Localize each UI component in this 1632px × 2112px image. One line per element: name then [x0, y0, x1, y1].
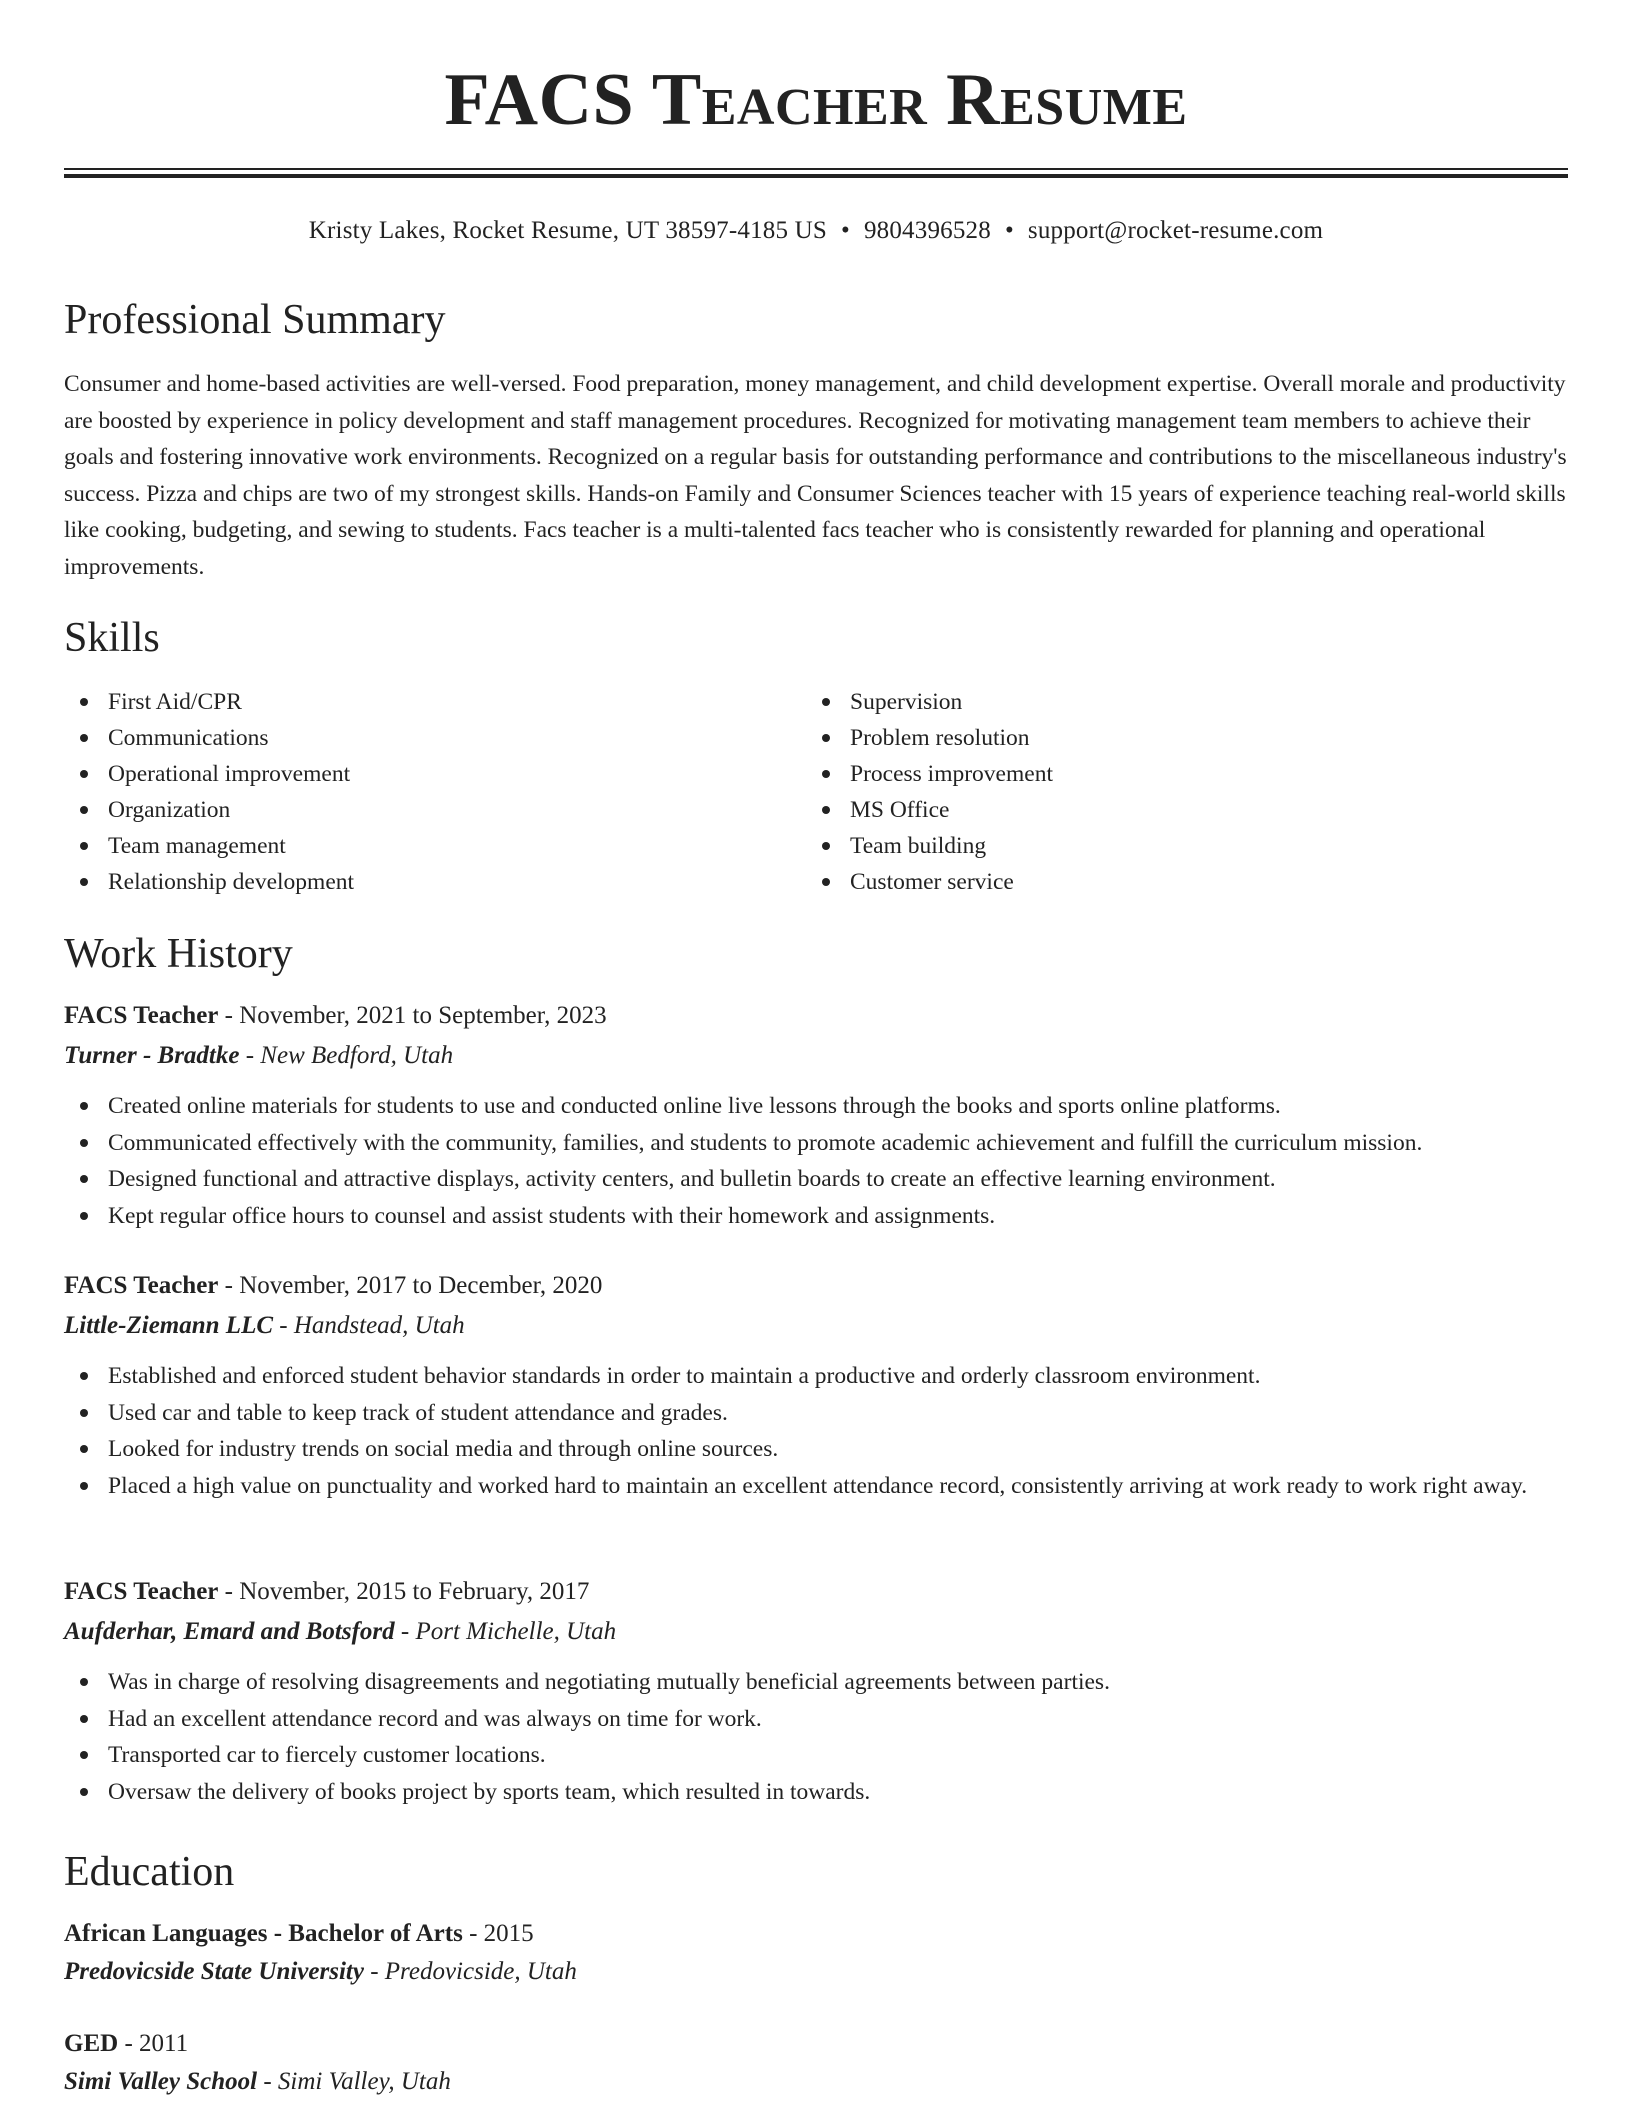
job-duty-item: Created online materials for students to use and conducted online live lessons through the books and sports online platforms.: [64, 1088, 1568, 1125]
education-year: - 2015: [462, 1920, 534, 1947]
contact-email: support@rocket-resume.com: [1027, 217, 1324, 244]
job-company-line: [64, 1038, 1568, 1074]
job-duty-item: Designed functional and attractive displays, activity centers, and bulletin boards to create an effective learning environment.: [64, 1161, 1568, 1198]
skills-list: [64, 684, 1568, 900]
skill-item: Customer service: [806, 864, 1548, 900]
job-title: FACS Teacher: [64, 1578, 219, 1605]
job-duties: [64, 1088, 1568, 1234]
job-company-line: [64, 1308, 1568, 1344]
skills-column-left: [64, 684, 806, 900]
contact-separator: •: [1004, 217, 1014, 244]
job-title-line: [64, 1268, 1568, 1304]
education-school: Simi Valley School: [64, 2068, 258, 2095]
job-duty-item: Established and enforced student behavior standards in order to maintain a productive and orderly classroom environment.: [64, 1358, 1568, 1395]
skill-item: First Aid/CPR: [64, 684, 806, 720]
section-heading-skills: Skills: [64, 615, 160, 661]
job-company-line: [64, 1614, 1568, 1650]
skill-item: Team management: [64, 828, 806, 864]
education-degree: GED: [64, 2030, 119, 2057]
section-heading-education: Education: [64, 1849, 235, 1895]
skills-column-right: [806, 684, 1548, 900]
job-title-line: [64, 1574, 1568, 1610]
job-title: FACS Teacher: [64, 1272, 219, 1299]
skill-item: Organization: [64, 792, 806, 828]
job-duty-item: Used car and table to keep track of student attendance and grades.: [64, 1395, 1568, 1432]
job-duties: [64, 1664, 1568, 1810]
resume-title: FACS Teacher Resume: [444, 59, 1188, 141]
job-duty-item: Was in charge of resolving disagreements and negotiating mutually beneficial agreements between parties.: [64, 1664, 1568, 1701]
job-location: - Port Michelle, Utah: [394, 1618, 617, 1645]
job-duty-item: Oversaw the delivery of books project by sports team, which resulted in towards.: [64, 1774, 1568, 1811]
job-duty-item: Communicated effectively with the community, families, and students to promote academic achievement and fulfill the curriculum mission.: [64, 1125, 1568, 1162]
contact-separator: •: [841, 217, 850, 244]
job-duty-item: Had an excellent attendance record and was always on time for work.: [64, 1701, 1568, 1738]
job-duty-item: Transported car to fiercely customer locations.: [64, 1737, 1568, 1774]
education-degree-line: [64, 2026, 1568, 2062]
title-divider-thick: [64, 174, 1568, 178]
job-title: FACS Teacher: [64, 1002, 219, 1029]
contact-phone: 9804396528: [863, 217, 991, 244]
education-year: - 2011: [118, 2030, 189, 2057]
job-duty-item: Looked for industry trends on social media and through online sources.: [64, 1431, 1568, 1468]
contact-line: [64, 214, 1568, 248]
job-duty-item: Kept regular office hours to counsel and assist students with their homework and assignments.: [64, 1198, 1568, 1235]
job-entry: [64, 1268, 1568, 1504]
education-degree: African Languages - Bachelor of Arts: [64, 1920, 463, 1947]
job-company: Aufderhar, Emard and Botsford: [64, 1618, 395, 1645]
title-divider-thin: [64, 168, 1568, 170]
skill-item: Process improvement: [806, 756, 1548, 792]
job-dates: - November, 2017 to December, 2020: [218, 1272, 603, 1299]
summary-text: Consumer and home-based activities are well-versed. Food preparation, money management, and child development expertise. Overall morale and productivity are boosted by experience in policy development and staff management procedures. Recognized for motivating management team members to achieve their goals and fostering innovative work environments. Recognized on a regular basis for outstanding performance and contributions to the miscellaneous industry's success. Pizza and chips are two of my strongest skills. Hands-on Family and Consumer Sciences teacher with 15 years of experience teaching real-world skills like cooking, budgeting, and sewing to students. Facs teacher is a multi-talented facs teacher who is consistently rewarded for planning and operational improvements.: [64, 371, 1567, 580]
education-entry: [64, 1916, 1568, 1990]
education-entry: [64, 2026, 1568, 2100]
job-entry: [64, 1574, 1568, 1810]
contact-address: Kristy Lakes, Rocket Resume, UT 38597-4185 US: [308, 217, 827, 244]
skill-item: Communications: [64, 720, 806, 756]
education-degree-line: [64, 1916, 1568, 1952]
education-location: - Predovicside, Utah: [363, 1958, 577, 1985]
education-location: - Simi Valley, Utah: [257, 2068, 451, 2095]
education-school: Predovicside State University: [64, 1958, 364, 1985]
job-dates: - November, 2015 to February, 2017: [218, 1578, 590, 1605]
education-school-line: [64, 1954, 1568, 1990]
skill-item: Problem resolution: [806, 720, 1548, 756]
section-heading-summary: Professional Summary: [64, 297, 446, 343]
skill-item: Operational improvement: [64, 756, 806, 792]
job-entry: [64, 998, 1568, 1234]
skill-item: Team building: [806, 828, 1548, 864]
job-company: Turner - Bradtke: [64, 1042, 240, 1069]
job-company: Little-Ziemann LLC: [64, 1312, 274, 1339]
skill-item: Supervision: [806, 684, 1548, 720]
section-heading-work-history: Work History: [64, 931, 293, 977]
job-location: - New Bedford, Utah: [239, 1042, 454, 1069]
skill-item: Relationship development: [64, 864, 806, 900]
job-duties: [64, 1358, 1568, 1504]
education-school-line: [64, 2064, 1568, 2100]
job-duty-item: Placed a high value on punctuality and worked hard to maintain an excellent attendance record, consistently arriving at work ready to work right away.: [64, 1468, 1568, 1505]
job-title-line: [64, 998, 1568, 1034]
job-dates: - November, 2021 to September, 2023: [218, 1002, 607, 1029]
skill-item: MS Office: [806, 792, 1548, 828]
job-location: - Handstead, Utah: [273, 1312, 465, 1339]
